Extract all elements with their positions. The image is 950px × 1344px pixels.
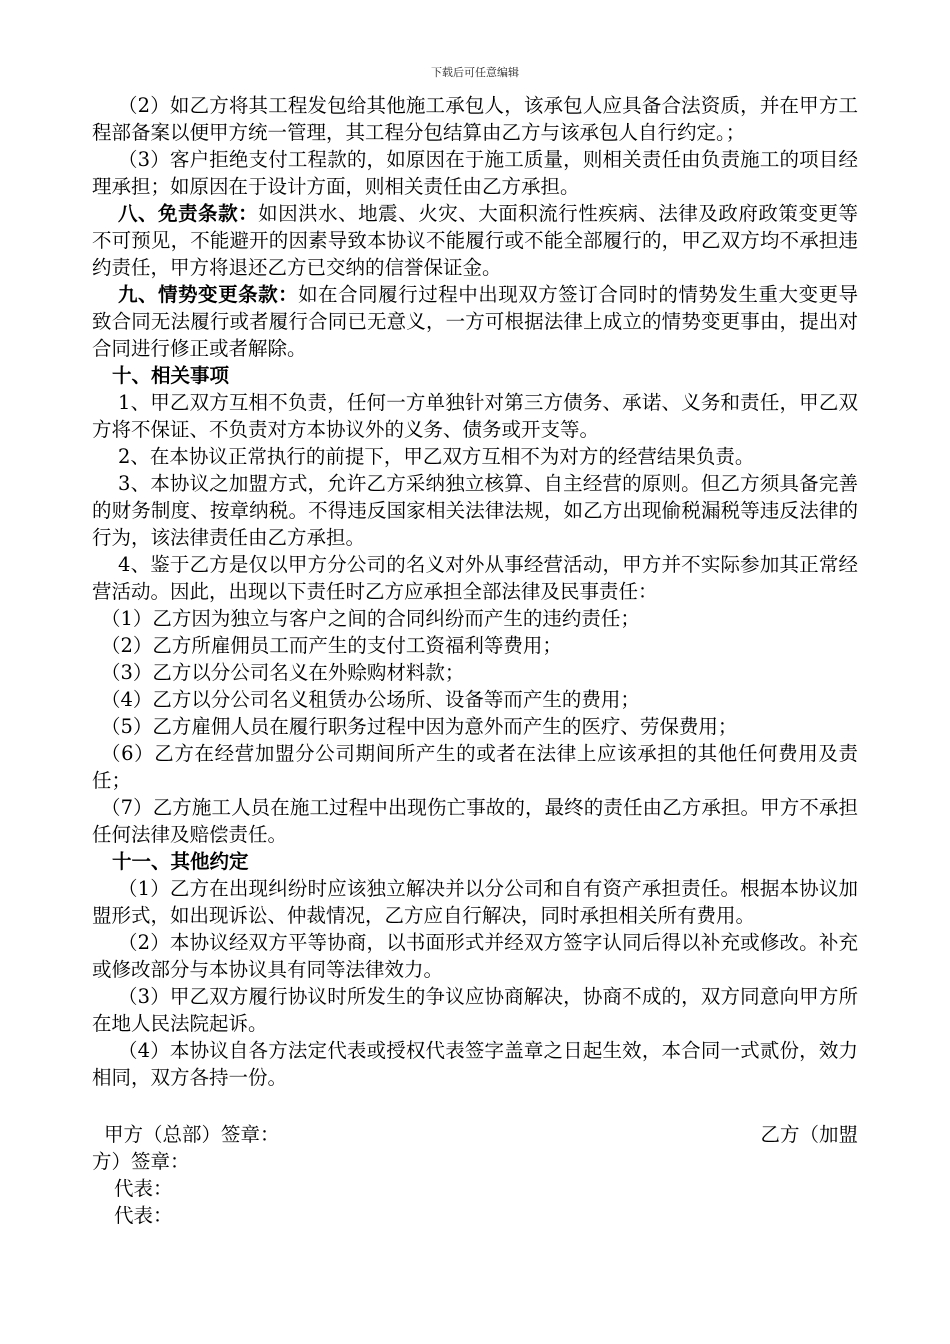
signature-block: [92, 1121, 858, 1229]
list-item: （2）本协议经双方平等协商，以书面形式并经双方签字认同后得以补充或修改。补充或修改部分与本协议具有同等法律效力。: [92, 931, 858, 981]
section-title: 八、免责条款：: [118, 202, 259, 225]
party-a-signature: 甲方（总部）签章：: [104, 1123, 280, 1146]
section-text: 如因洪水、地震、火灾、大面积流行性疾病、法律及政府政策变更等不可预见，不能避开的因素导致本协议不能履行或不能全部履行的，甲乙双方均不承担违约责任，甲方将退还乙方已交纳的信誉保证金。: [92, 202, 858, 279]
section-10-title: 十、相关事项: [112, 364, 230, 387]
section-title: 九、情势变更条款：: [118, 283, 299, 306]
list-item: （3）乙方以分公司名义在外赊购材料款；: [101, 661, 465, 684]
list-item: （3）甲乙双方履行协议时所发生的争议应协商解决，协商不成的，双方同意向甲方所在地人民法院起诉。: [92, 985, 858, 1035]
section-11-title: 十一、其他约定: [112, 850, 249, 873]
representative-2: 代表：: [114, 1204, 173, 1227]
paragraph: （3）客户拒绝支付工程款的，如原因在于施工质量，则相关责任由负责施工的项目经理承担；如原因在于设计方面，则相关责任由乙方承担。: [92, 148, 858, 198]
list-item: （6）乙方在经营加盟分公司期间所产生的或者在法律上应该承担的其他任何费用及责任；: [92, 742, 858, 792]
section-8: [92, 200, 858, 281]
representative-1: 代表：: [114, 1177, 173, 1200]
section-text: 如在合同履行过程中出现双方签订合同时的情势发生重大变更导致合同无法履行或者履行合同已无意义，一方可根据法律上成立的情势变更事由，提出对合同进行修正或者解除。: [92, 283, 858, 360]
document-body: [92, 92, 858, 1091]
paragraph: 1、甲乙双方互相不负责，任何一方单独针对第三方债务、承诺、义务和责任，甲乙双方将不保证、不负责对方本协议外的义务、债务或开支等。: [92, 391, 858, 441]
paragraph: 2、在本协议正常执行的前提下，甲乙双方互相不为对方的经营结果负责。: [118, 445, 755, 468]
list-item: （1）乙方因为独立与客户之间的合同纠纷而产生的违约责任；: [101, 607, 640, 630]
paragraph: （2）如乙方将其工程发包给其他施工承包人，该承包人应具备合法资质，并在甲方工程部备案以便甲方统一管理，其工程分包结算由乙方与该承包人自行约定。；: [92, 94, 858, 144]
party-b-signature: 乙方（加盟: [760, 1123, 858, 1146]
list-item: （4）本协议自各方法定代表或授权代表签字盖章之日起生效，本合同一式贰份，效力相同，双方各持一份。: [92, 1039, 858, 1089]
signature-row: [92, 1121, 858, 1148]
page-header: 下载后可任意编辑: [431, 66, 519, 79]
paragraph: 3、本协议之加盟方式，允许乙方采纳独立核算、自主经营的原则。但乙方须具备完善的财务制度、按章纳税。不得违反国家相关法律法规，如乙方出现偷税漏税等违反法律的行为，该法律责任由乙方承担。: [92, 472, 858, 549]
list-item: （7）乙方施工人员在施工过程中出现伤亡事故的，最终的责任由乙方承担。甲方不承担任何法律及赔偿责任。: [92, 796, 858, 846]
section-9: [92, 281, 858, 362]
list-item: （2）乙方所雇佣员工而产生的支付工资福利等费用；: [101, 634, 562, 657]
list-item: （5）乙方雇佣人员在履行职务过程中因为意外而产生的医疗、劳保费用；: [101, 715, 738, 738]
paragraph: 4、鉴于乙方是仅以甲方分公司的名义对外从事经营活动，甲方并不实际参加其正常经营活动。因此，出现以下责任时乙方应承担全部法律及民事责任：: [92, 553, 858, 603]
party-b-signature-cont: 方）签章：: [92, 1150, 190, 1173]
list-item: （4）乙方以分公司名义租赁办公场所、设备等而产生的费用；: [101, 688, 640, 711]
list-item: （1）乙方在出现纠纷时应该独立解决并以分公司和自有资产承担责任。根据本协议加盟形式，如出现诉讼、仲裁情况，乙方应自行解决，同时承担相关所有费用。: [92, 877, 858, 927]
